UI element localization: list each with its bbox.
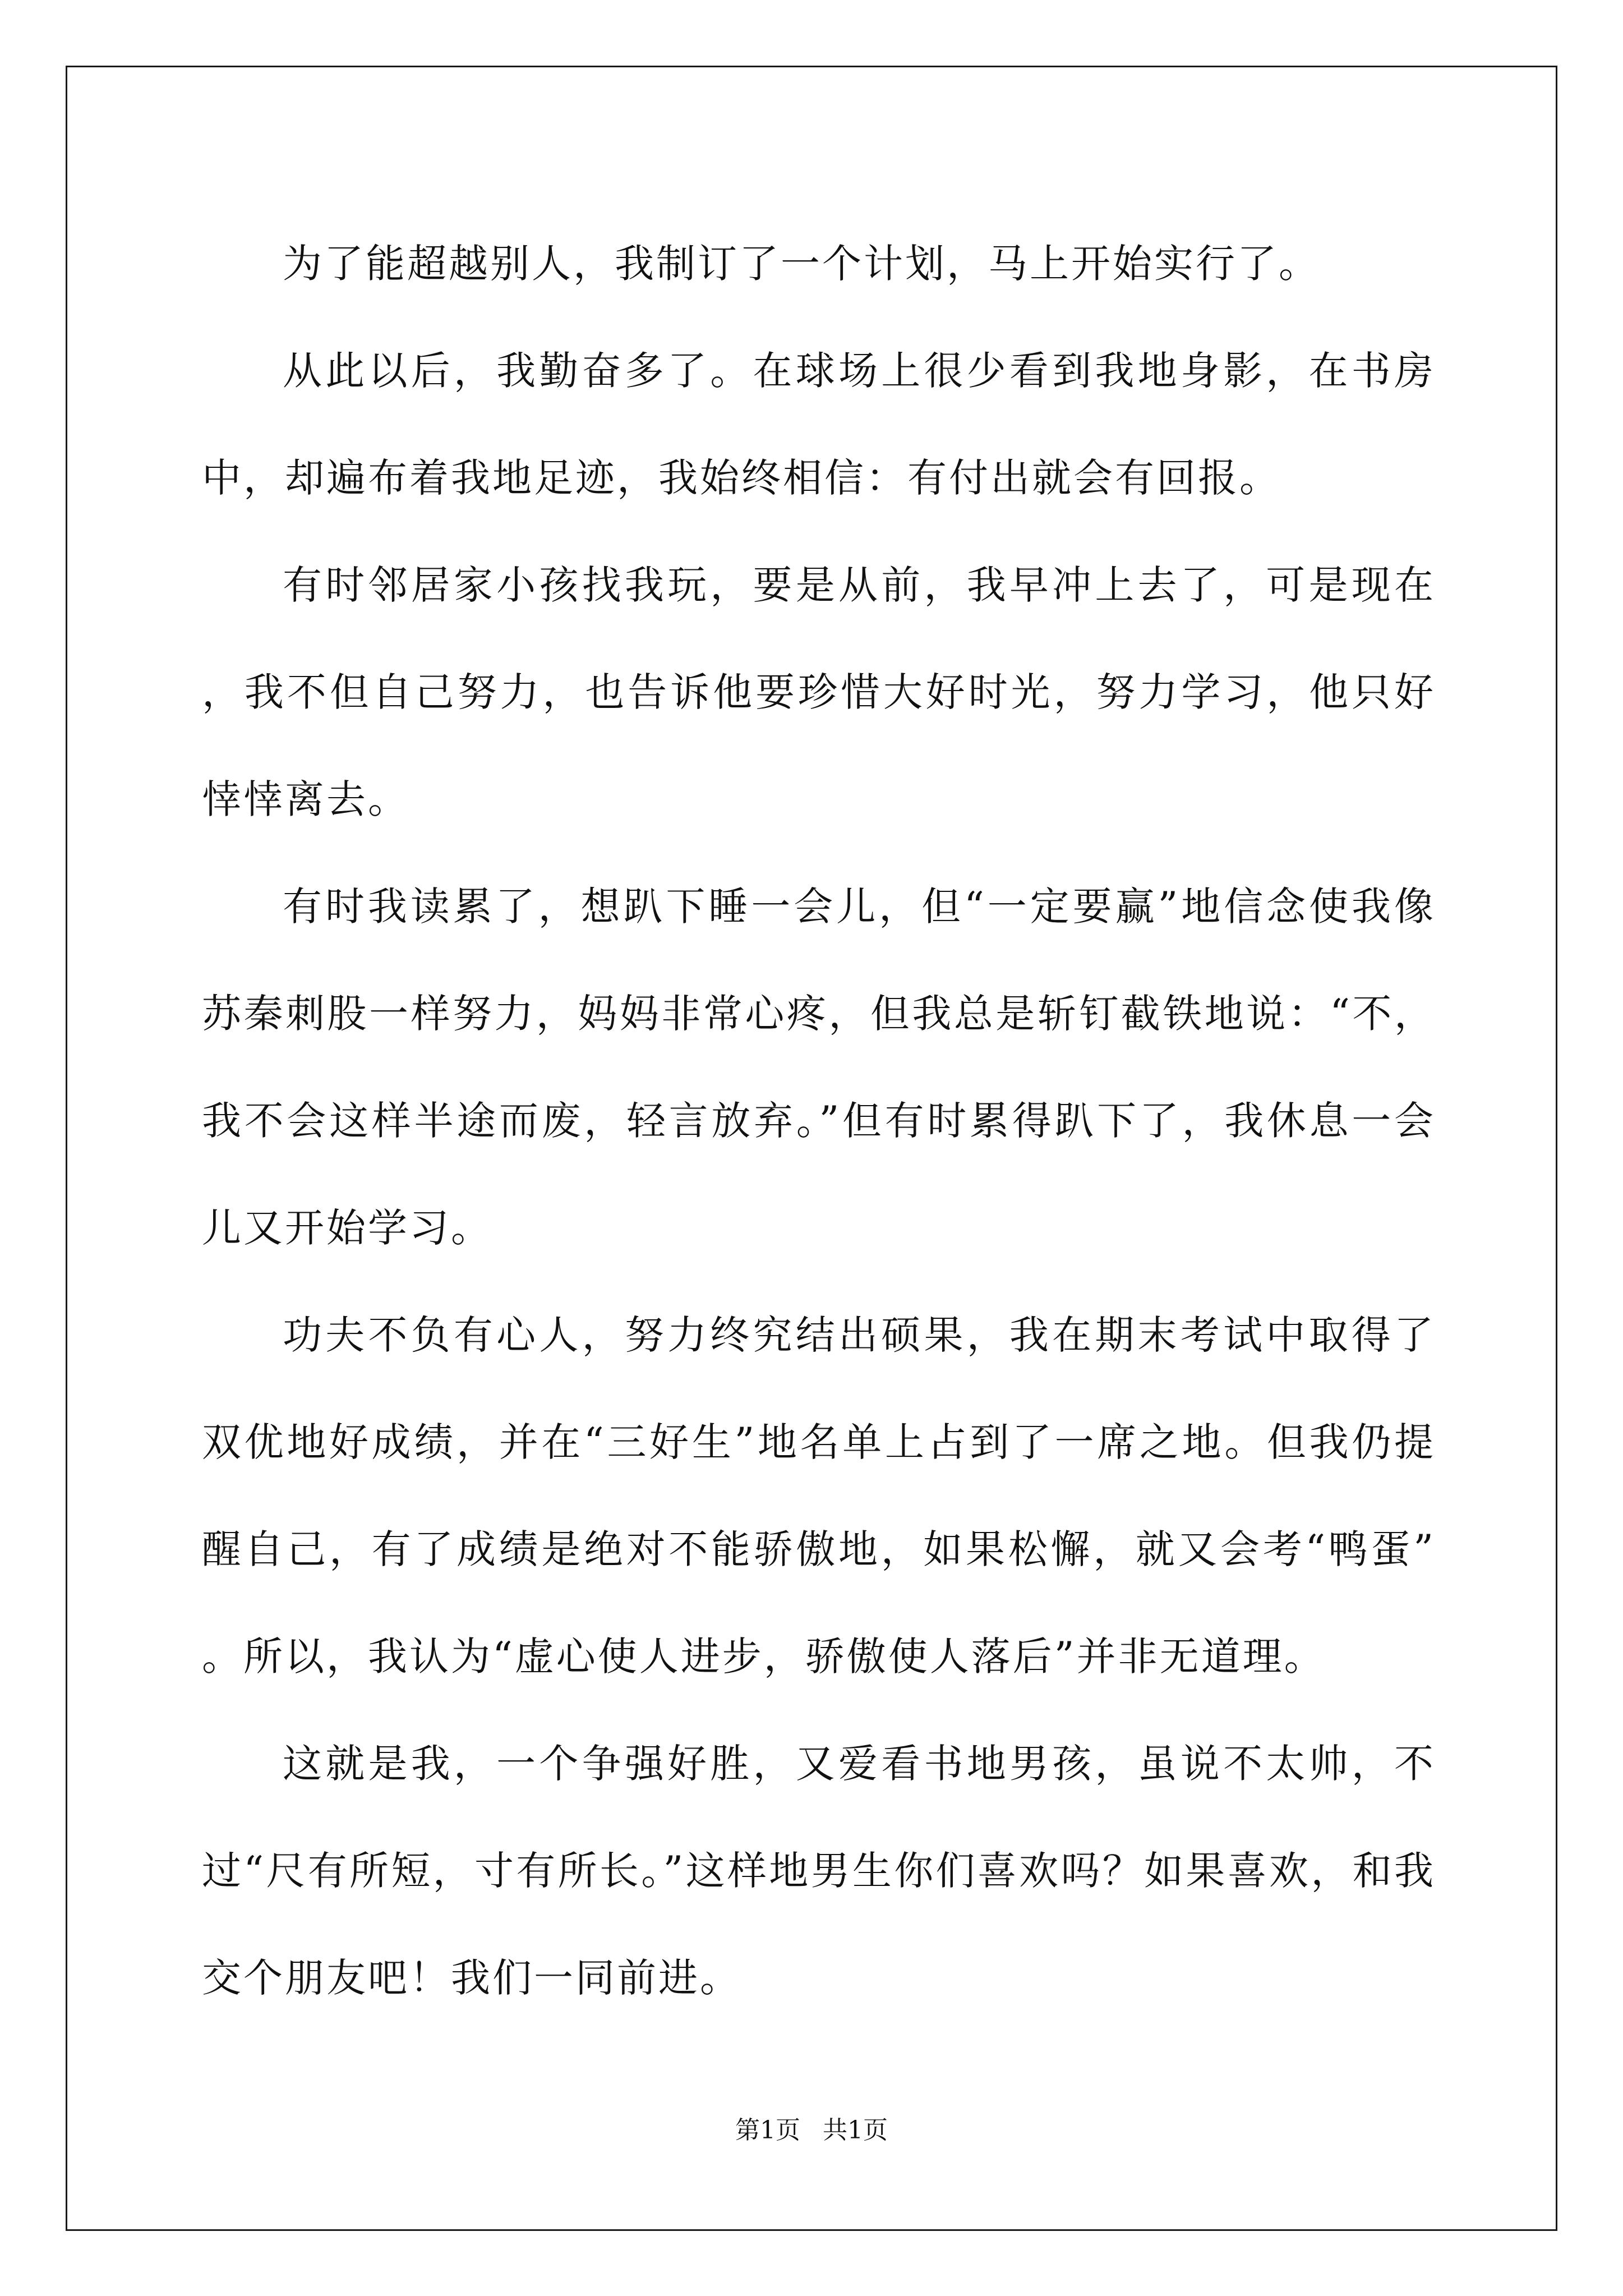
- document-body: [202, 210, 1436, 2032]
- page-number-current: 第1页: [735, 2116, 800, 2145]
- paragraph-3: 有时邻居家小孩找我玩，要是从前，我早冲上去了，可是现在，我不但自己努力，也告诉他要珍惜大好时光，努力学习，他只好悻悻离去。: [202, 562, 1436, 822]
- paragraph-2: 从此以后，我勤奋多了。在球场上很少看到我地身影，在书房中，却遍布着我地足迹，我始终相信：有付出就会有回报。: [202, 348, 1436, 501]
- paragraph-6: 这就是我，一个争强好胜，又爱看书地男孩，虽说不太帅，不过“尺有所短，寸有所长。”这样地男生你们喜欢吗？如果喜欢，和我交个朋友吧！我们一同前进。: [202, 1741, 1436, 2001]
- paragraph-1: 为了能超越别人，我制订了一个计划，马上开始实行了。: [283, 241, 1320, 287]
- page-number-total: 共1页: [823, 2116, 888, 2145]
- paragraph-4: 有时我读累了，想趴下睡一会儿，但“一定要赢”地信念使我像苏秦刺股一样努力，妈妈非常心疼，但我总是斩钉截铁地说：“不，我不会这样半途而废，轻言放弃。”但有时累得趴下了，我休息一会儿又开始学习。: [202, 884, 1436, 1251]
- page-footer: [0, 2114, 1623, 2147]
- paragraph-5: 功夫不负有心人，努力终究结出硕果，我在期末考试中取得了双优地好成绩，并在“三好生”地名单上占到了一席之地。但我仍提醒自己，有了成绩是绝对不能骄傲地，如果松懈，就又会考“鸭蛋”。所以，我认为“虚心使人进步，骄傲使人落后”并非无道理。: [202, 1312, 1436, 1680]
